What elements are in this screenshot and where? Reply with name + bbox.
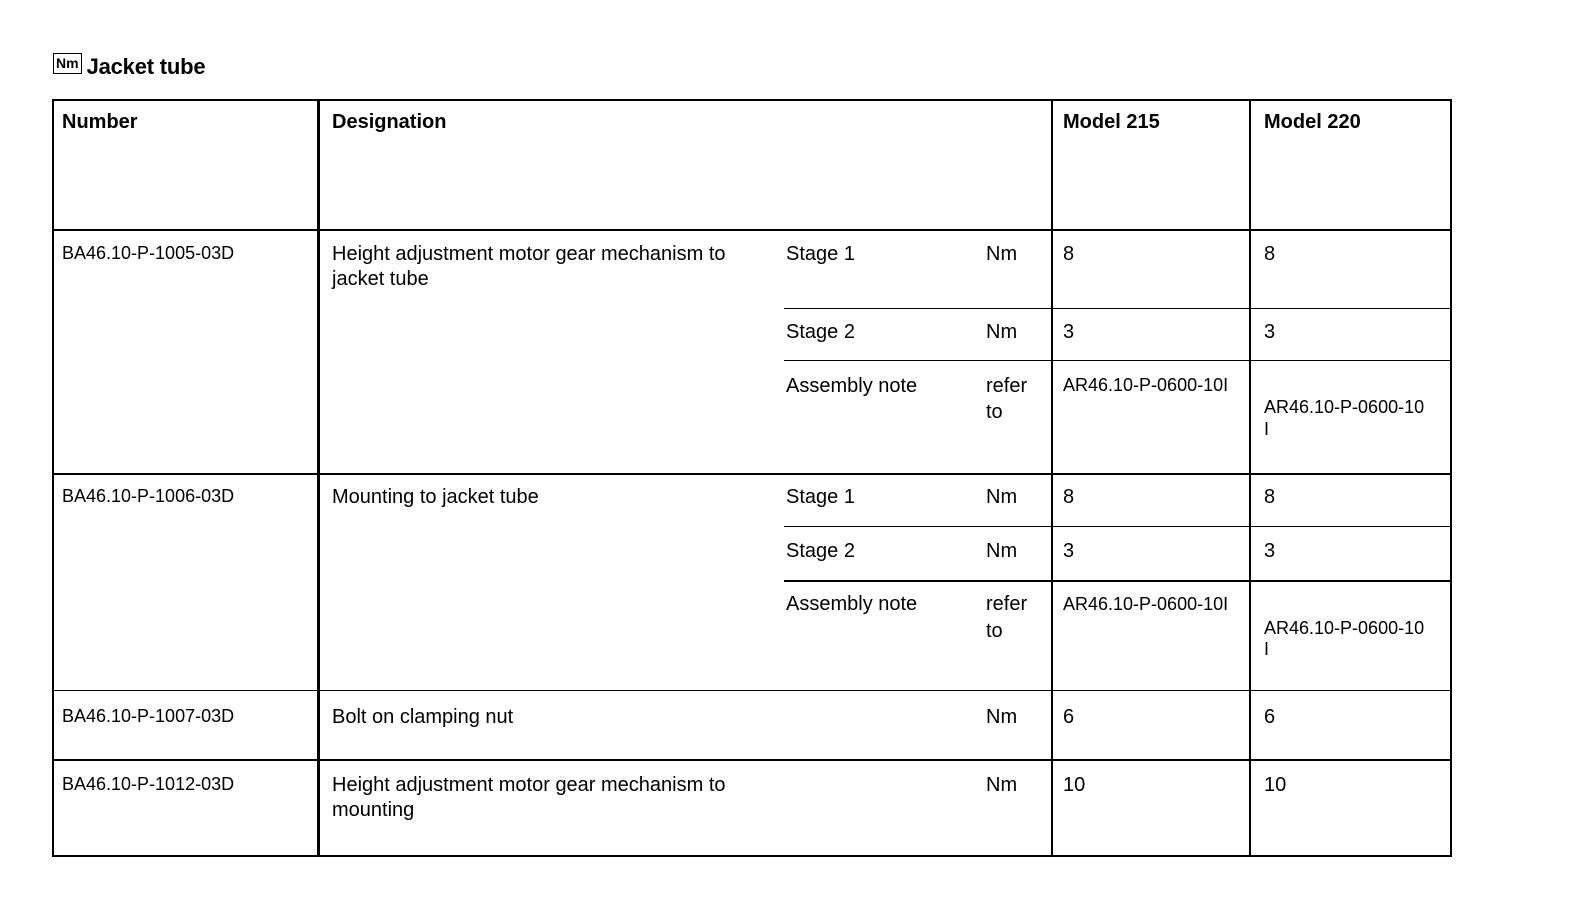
table-border-top [52,99,1452,101]
row-divider [52,759,1452,761]
page-title: Jacket tube [86,54,206,79]
unit: Nm [986,540,1018,562]
unit: Nm [986,321,1018,343]
model-215-value: 3 [1063,321,1075,343]
designation: Bolt on clamping nut [332,706,514,728]
table-border-left [52,99,54,857]
model-215-reference: AR46.10-P-0600-10I [1063,594,1229,614]
row-divider [52,473,1452,475]
column-divider [1249,99,1251,857]
designation: mounting [332,799,415,821]
unit: Nm [986,243,1018,265]
row-divider [784,308,1452,309]
designation: Height adjustment motor gear mechanism to [332,243,726,265]
stage-label: Stage 1 [786,486,855,508]
unit: Nm [986,774,1018,796]
model-215-value: 8 [1063,486,1075,508]
designation: Mounting to jacket tube [332,486,539,508]
part-number: BA46.10-P-1005-03D [62,243,235,263]
row-divider [52,229,1452,231]
model-220-value: 3 [1264,321,1276,343]
refer-to: refer [986,375,1028,397]
part-number: BA46.10-P-1012-03D [62,774,235,794]
header-designation: Designation [332,111,447,133]
header-number: Number [62,111,138,133]
table-border-right [1450,99,1452,857]
model-220-value: 8 [1264,243,1276,265]
unit: Nm [986,706,1018,728]
model-220-reference: AR46.10-P-0600-10 [1264,397,1425,417]
model-215-value: 8 [1063,243,1075,265]
section-title [53,50,205,80]
header-model-215: Model 215 [1063,111,1160,133]
model-220-value: 8 [1264,486,1276,508]
column-divider [1051,99,1053,857]
refer-to: to [986,401,1003,423]
stage-label: Stage 2 [786,540,855,562]
row-divider [784,580,1452,582]
column-divider [317,99,320,857]
assembly-note-label: Assembly note [786,375,918,397]
table-border-bottom [52,855,1452,857]
row-divider [784,360,1452,361]
stage-label: Stage 2 [786,321,855,343]
model-215-value: 6 [1063,706,1075,728]
row-divider [784,526,1452,527]
model-220-value: 10 [1264,774,1287,796]
header-model-220: Model 220 [1264,111,1361,133]
model-215-value: 3 [1063,540,1075,562]
designation: Height adjustment motor gear mechanism to [332,774,726,796]
model-220-value: 3 [1264,540,1276,562]
unit: Nm [986,486,1018,508]
model-215-reference: AR46.10-P-0600-10I [1063,375,1229,395]
refer-to: to [986,620,1003,642]
model-215-value: 10 [1063,774,1086,796]
model-220-value: 6 [1264,706,1276,728]
stage-label: Stage 1 [786,243,855,265]
model-220-reference: I [1264,639,1270,659]
assembly-note-label: Assembly note [786,593,918,615]
torque-nm-icon: Nm [53,53,82,74]
part-number: BA46.10-P-1006-03D [62,486,235,506]
model-220-reference: AR46.10-P-0600-10 [1264,618,1425,638]
row-divider [52,690,1452,691]
model-220-reference: I [1264,419,1270,439]
designation: jacket tube [332,268,429,290]
refer-to: refer [986,593,1028,615]
part-number: BA46.10-P-1007-03D [62,706,235,726]
